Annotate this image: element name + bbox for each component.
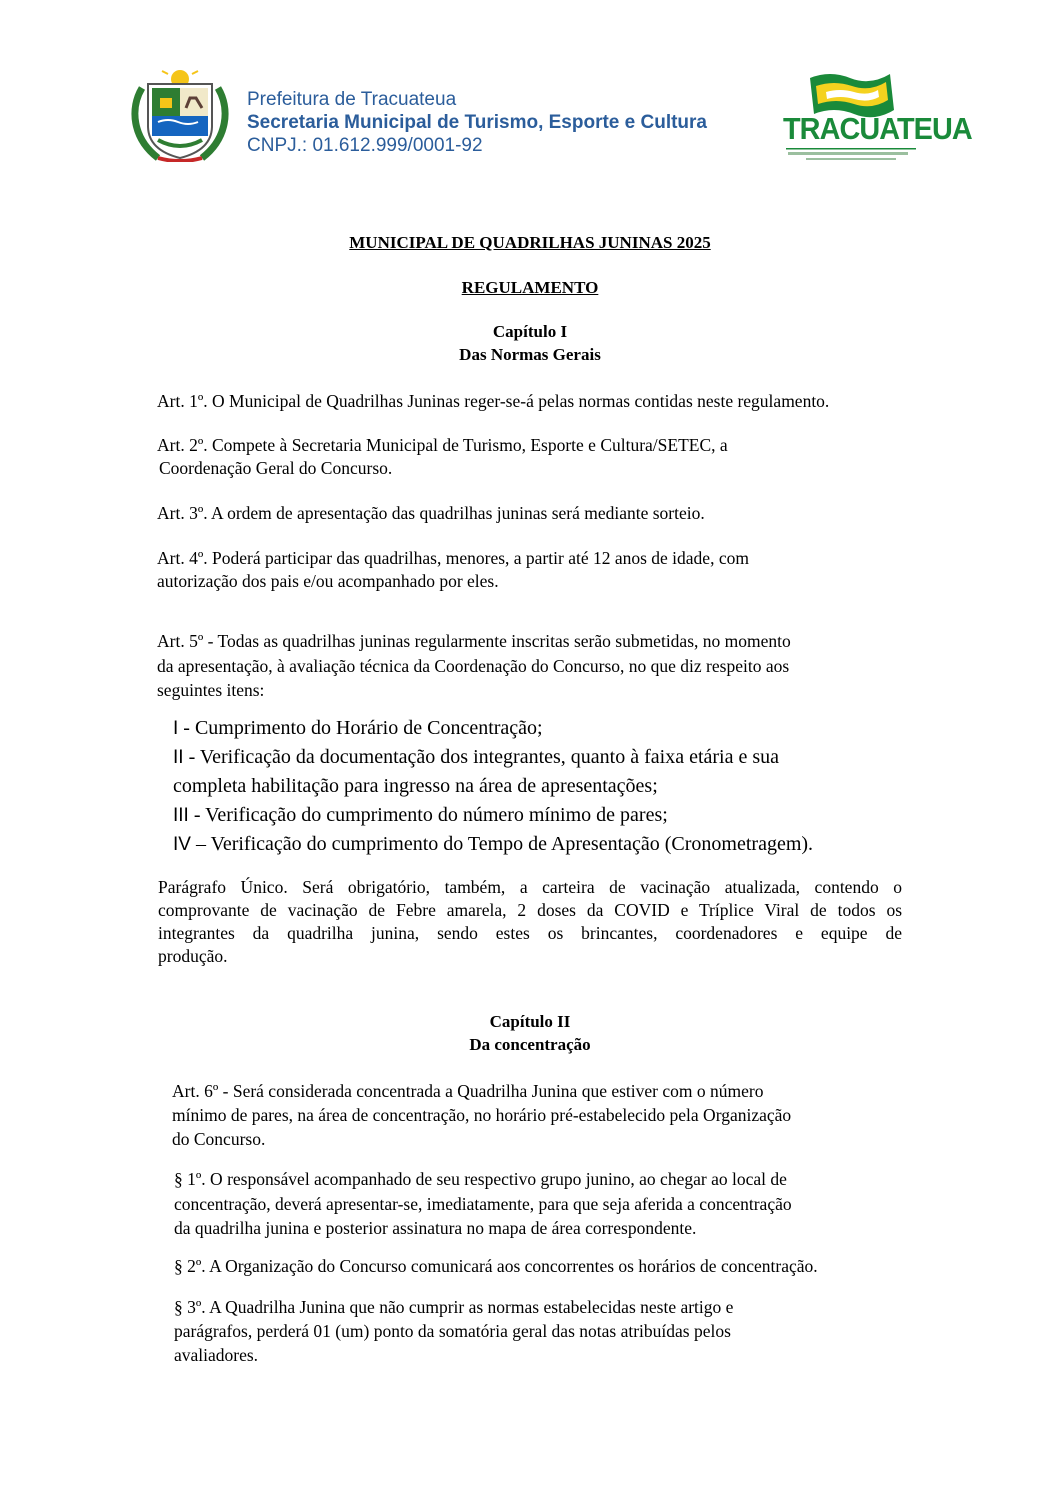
article-4-line: autorização dos pais e/ou acompanhado por eles.	[157, 571, 499, 591]
paragraph-3-line: parágrafos, perderá 01 (um) ponto da somatória geral das notas atribuídas pelos	[174, 1321, 731, 1341]
paragraph-3	[174, 1295, 733, 1367]
chapter-2-name: Da concentração	[469, 1035, 591, 1054]
list-item: III - Verificação do cumprimento do número mínimo de pares;	[173, 804, 668, 826]
article-4-line: Art. 4º. Poderá participar das quadrilhas, menores, a partir até 12 anos de idade, com	[157, 548, 749, 568]
paragrafo-unico-line: Parágrafo Único. Será obrigatório, também, a carteira de vacinação atualizada, contendo o	[158, 877, 902, 897]
paragraph-1-line: § 1º. O responsável acompanhado de seu respectivo grupo junino, ao chegar ao local de	[174, 1169, 787, 1189]
article-5-line: Art. 5º - Todas as quadrilhas juninas regularmente inscritas serão submetidas, no momento	[157, 631, 791, 651]
article-2-line: Art. 2º. Compete à Secretaria Municipal de Turismo, Esporte e Cultura/SETEC, a	[157, 435, 728, 455]
org-cnpj: CNPJ.: 01.612.999/0001-92	[247, 135, 483, 156]
brand-tagline-graphic	[786, 146, 916, 162]
article-2-line: Coordenação Geral do Concurso.	[159, 458, 393, 478]
paragraph-1	[174, 1167, 792, 1241]
article-3: Art. 3º. A ordem de apresentação das quadrilhas juninas será mediante sorteio.	[157, 503, 705, 523]
paragraph-1-line: concentração, deverá apresentar-se, imediatamente, para que seja aferida a concentração	[174, 1193, 792, 1214]
paragrafo-unico-line: produção.	[158, 946, 228, 966]
organization-header	[247, 88, 707, 157]
paragraph-3-line: § 3º. A Quadrilha Junina que não cumprir as normas estabelecidas neste artigo e	[174, 1297, 734, 1317]
brand-wordmark: TRACUATEUA	[783, 111, 972, 146]
paragrafo-unico-line: comprovante de vacinação de Febre amarela, 2 doses da COVID e Tríplice Viral de todos os	[158, 900, 902, 920]
org-name: Prefeitura de Tracuateua	[247, 89, 457, 110]
article-2	[157, 434, 728, 480]
paragraph-2: § 2º. A Organização do Concurso comunicará aos concorrentes os horários de concentração.	[174, 1256, 818, 1276]
paragrafo-unico	[158, 876, 902, 968]
chapter-1-label: Capítulo I	[492, 322, 568, 341]
article-6-line: do Concurso.	[172, 1129, 266, 1149]
chapter-2-label: Capítulo II	[489, 1012, 571, 1031]
document-title: MUNICIPAL DE QUADRILHAS JUNINAS 2025	[349, 233, 711, 252]
chapter-1-name: Das Normas Gerais	[459, 345, 601, 364]
org-secretariat: Secretaria Municipal de Turismo, Esporte e Cultura	[247, 112, 707, 133]
article-6	[172, 1079, 791, 1151]
document-subtitle: REGULAMENTO	[461, 278, 599, 297]
municipal-coat-of-arms-logo	[128, 68, 232, 162]
article-4	[157, 547, 749, 593]
list-item: I - Cumprimento do Horário de Concentração;	[173, 717, 543, 739]
list-item: II - Verificação da documentação dos integrantes, quanto à faixa etária e sua	[173, 746, 780, 768]
article-6-line: Art. 6º - Será considerada concentrada a Quadrilha Junina que estiver com o número	[172, 1081, 764, 1101]
evaluation-items-list	[173, 714, 813, 859]
paragrafo-unico-line: integrantes da quadrilha junina, sendo estes os brincantes, coordenadores e equipe de	[158, 923, 902, 943]
article-1: Art. 1º. O Municipal de Quadrilhas Juninas reger-se-á pelas normas contidas neste regulamento.	[157, 391, 830, 411]
article-5-line: da apresentação, à avaliação técnica da Coordenação do Concurso, no que diz respeito aos	[157, 655, 790, 676]
list-item: IV – Verificação do cumprimento do Tempo de Apresentação (Cronometragem).	[173, 833, 814, 855]
article-5	[157, 629, 791, 703]
list-item: completa habilitação para ingresso na área de apresentações;	[173, 775, 658, 797]
article-6-line: mínimo de pares, na área de concentração, no horário pré-estabelecido pela Organização	[172, 1105, 792, 1125]
paragraph-1-line: da quadrilha junina e posterior assinatura no mapa de área correspondente.	[174, 1218, 697, 1238]
article-5-line: seguintes itens:	[157, 680, 265, 700]
paragraph-3-line: avaliadores.	[174, 1345, 259, 1365]
